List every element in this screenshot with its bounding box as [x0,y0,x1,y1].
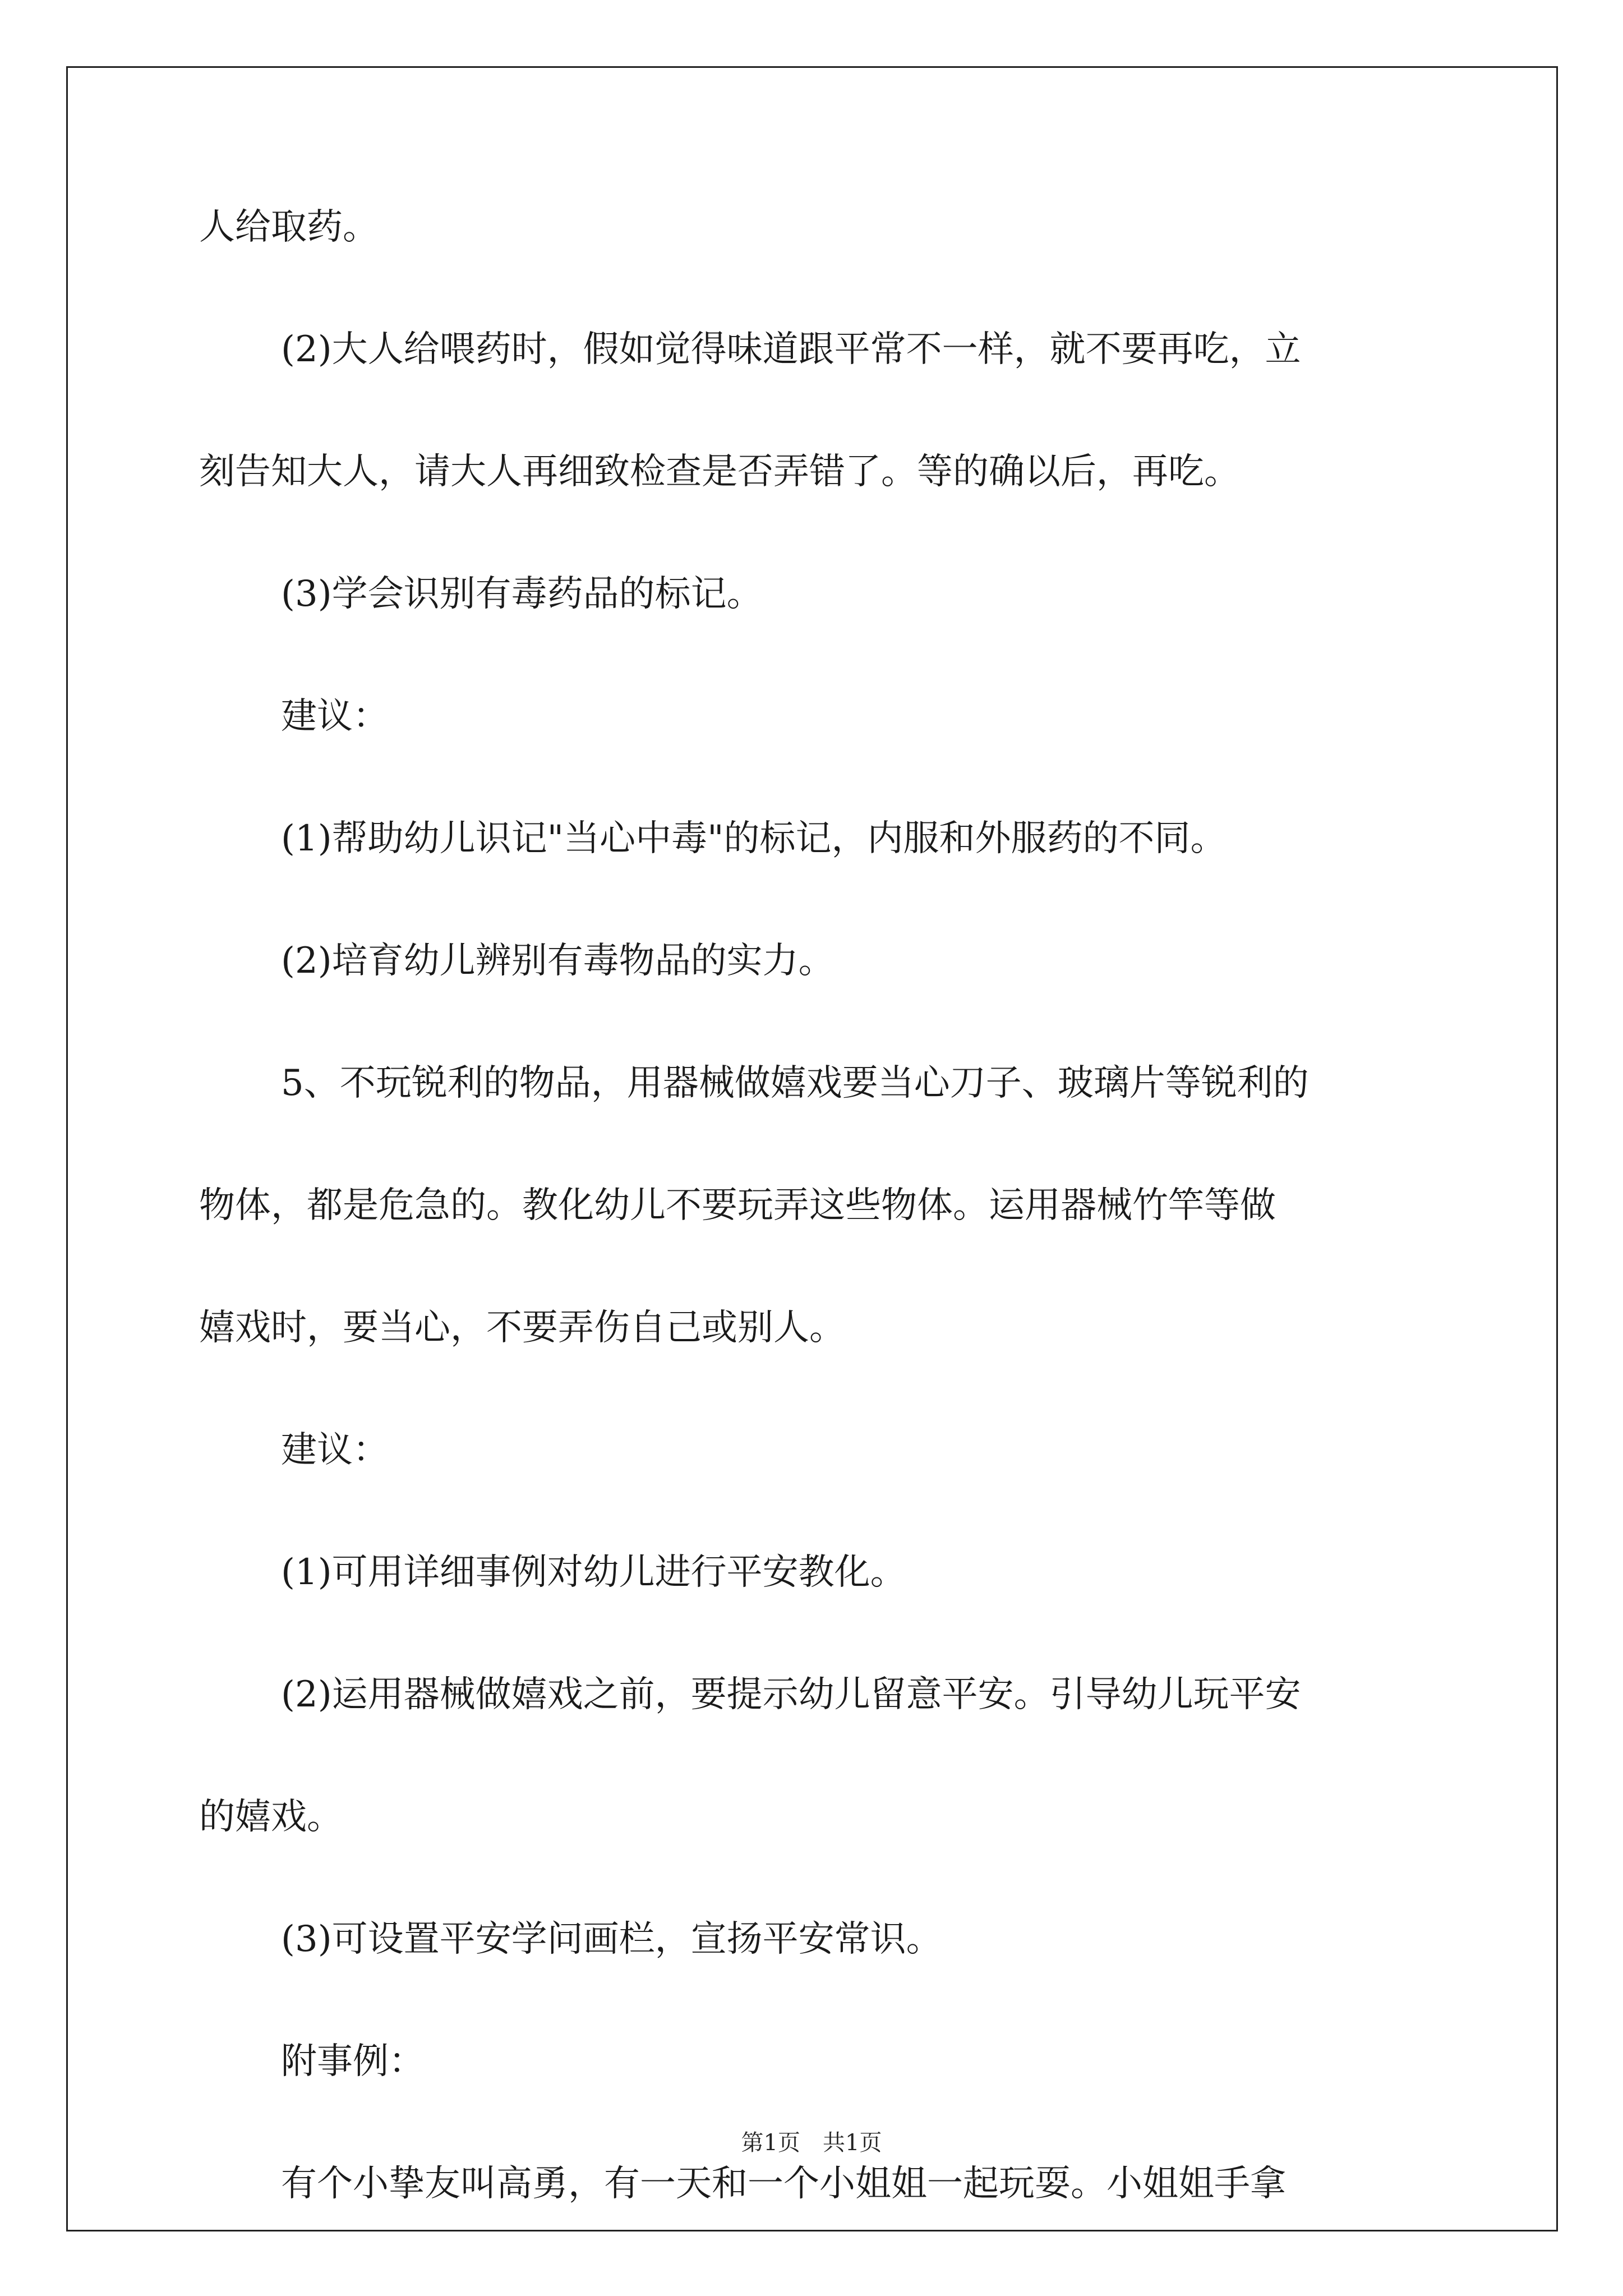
text-line: 附事例： [281,2041,425,2082]
text-line: 嬉戏时，要当心，不要弄伤自己或别人。 [199,1307,845,1349]
text-line: 人给取药。 [199,206,379,248]
text-line: (2)运用器械做嬉戏之前，要提示幼儿留意平安。引导幼儿玩平安 [281,1674,1301,1715]
text-line: 5、不玩锐利的物品，用器械做嬉戏要当心刀子、玻璃片等锐利的 [281,1062,1309,1104]
text-line: (2)培育幼儿辨别有毒物品的实力。 [281,940,834,982]
text-line: 建议： [281,696,389,737]
text-line: (1)帮助幼儿识记"当心中毒"的标记，内服和外服药的不同。 [281,818,1227,859]
text-line: (3)学会识别有毒药品的标记。 [281,573,763,615]
text-line: (2)大人给喂药时，假如觉得味道跟平常不一样，就不要再吃，立 [281,329,1301,370]
text-line: 刻告知大人，请大人再细致检查是否弄错了。等的确以后，再吃。 [199,451,1240,493]
page-border [66,66,1558,2231]
page-number-footer: 第1页 共1页 [741,2130,882,2156]
text-line: 物体，都是危急的。教化幼儿不要玩弄这些物体。运用器械竹竿等做 [199,1185,1276,1226]
text-line: 建议： [281,1429,389,1471]
text-line: (1)可用详细事例对幼儿进行平安教化。 [281,1552,906,1593]
text-line: 的嬉戏。 [199,1796,343,1838]
text-line: 有个小挚友叫高勇，有一天和一个小姐姐一起玩耍。小姐姐手拿 [281,2163,1286,2205]
text-line: (3)可设置平安学问画栏，宣扬平安常识。 [281,1918,942,1960]
